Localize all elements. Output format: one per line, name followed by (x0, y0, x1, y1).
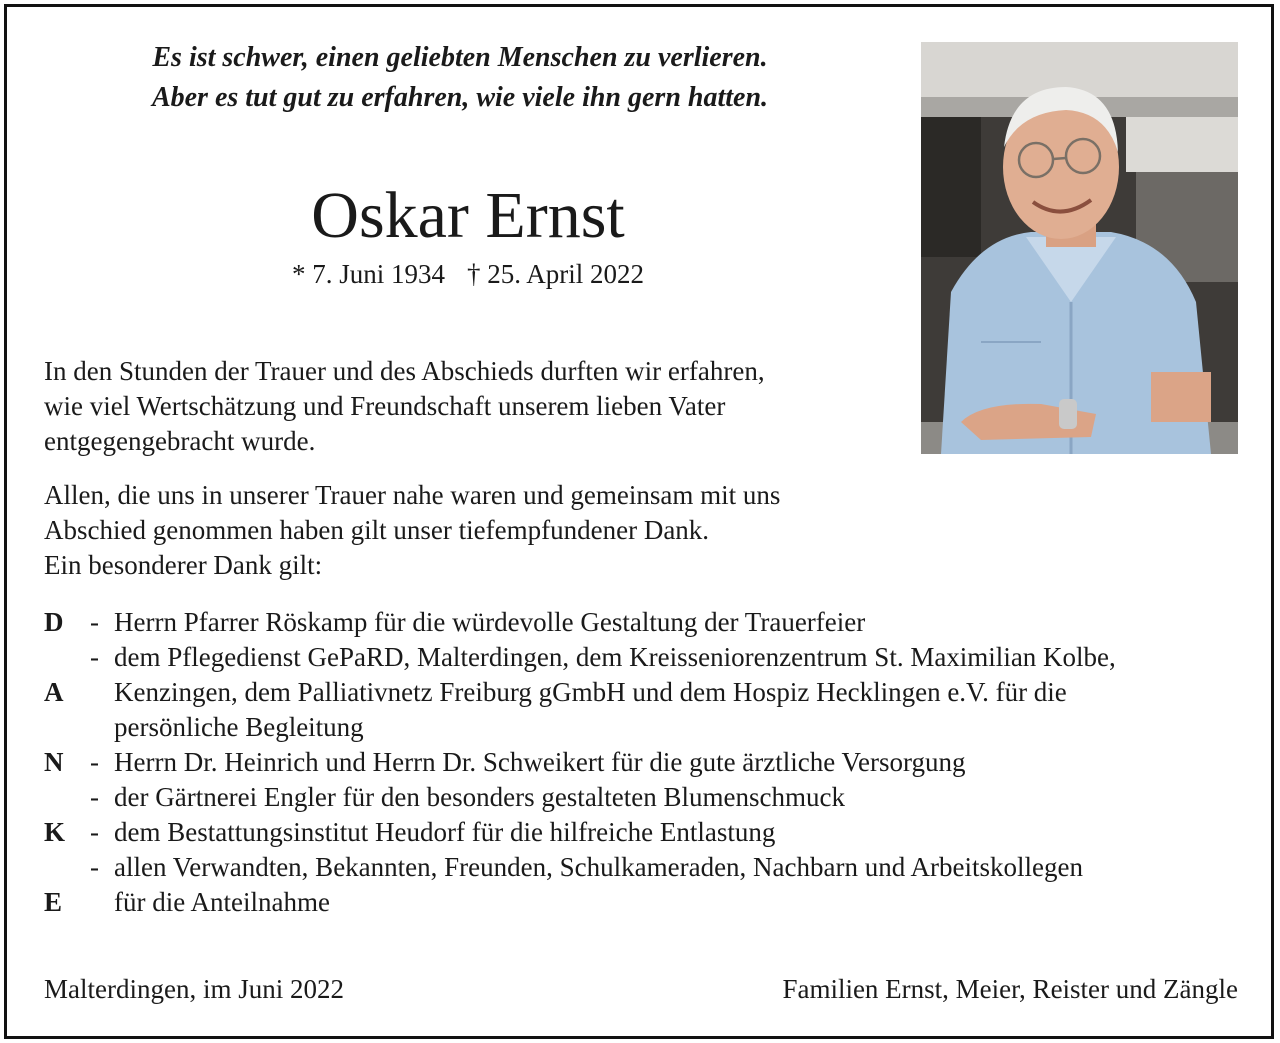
row-text: allen Verwandten, Bekannten, Freunden, Schulkameraden, Nachbarn und Arbeitskollegen (114, 852, 1083, 882)
acrostic-letter: N (44, 747, 64, 777)
row-dash: - (90, 782, 99, 812)
memorial-quote (40, 38, 880, 118)
row-dash: - (90, 747, 99, 777)
thanks-line-3: Ein besonderer Dank gilt: (44, 550, 323, 580)
thanks-row (44, 885, 1254, 920)
thanks-line-1: Allen, die uns in unserer Trauer nahe waren und gemeinsam mit uns (44, 480, 781, 510)
intro-line-2: wie viel Wertschätzung und Freundschaft unserem lieben Vater (44, 391, 726, 421)
row-text: dem Bestattungsinstitut Heudorf für die hilfreiche Entlastung (114, 817, 776, 847)
thanks-row (44, 605, 1254, 640)
life-dates (40, 256, 896, 292)
acrostic-letter: K (44, 817, 66, 847)
portrait-illustration (921, 42, 1238, 454)
thanks-line-2: Abschied genommen haben gilt unser tiefempfundener Dank. (44, 515, 710, 545)
row-dash: - (90, 642, 99, 672)
acrostic-letter: E (44, 887, 63, 917)
death-date: † 25. April 2022 (467, 259, 645, 289)
quote-line-1: Es ist schwer, einen geliebten Menschen zu verlieren. (152, 42, 768, 73)
place-date: Malterdingen, im Juni 2022 (44, 974, 344, 1004)
acrostic-letter: D (44, 607, 64, 637)
row-text: dem Pflegedienst GePaRD, Malterdingen, dem Kreisseniorenzentrum St. Maximilian Kolbe, (114, 642, 1116, 672)
row-dash: - (90, 607, 99, 637)
intro-paragraph (44, 354, 894, 459)
thanks-paragraph (44, 478, 904, 583)
family-signature: Familien Ernst, Meier, Reister und Zängle (782, 974, 1238, 1004)
acrostic-letter: A (44, 677, 64, 707)
thanks-row (44, 710, 1254, 745)
intro-line-1: In den Stunden der Trauer und des Abschieds durften wir erfahren, (44, 356, 765, 386)
row-dash: - (90, 817, 99, 847)
thanks-list (44, 605, 1254, 920)
portrait-photo (921, 42, 1238, 454)
thanks-row (44, 815, 1254, 850)
row-text: Kenzingen, dem Palliativnetz Freiburg gGmbH und dem Hospiz Hecklingen e.V. für die (114, 677, 1067, 707)
birth-date: * 7. Juni 1934 (291, 259, 445, 289)
row-text: für die Anteilnahme (114, 887, 330, 917)
deceased-name: Oskar Ernst (311, 179, 625, 252)
row-dash: - (90, 852, 99, 882)
row-text: Herrn Pfarrer Röskamp für die würdevolle Gestaltung der Trauerfeier (114, 607, 866, 637)
quote-line-2: Aber es tut gut zu erfahren, wie viele ihn gern hatten. (151, 82, 769, 113)
row-text: persönliche Begleitung (114, 712, 364, 742)
intro-line-3: entgegengebracht wurde. (44, 426, 316, 456)
thanks-row (44, 745, 1254, 780)
thanks-row (44, 640, 1254, 675)
thanks-row (44, 675, 1254, 710)
row-text: der Gärtnerei Engler für den besonders gestalteten Blumenschmuck (114, 782, 845, 812)
row-text: Herrn Dr. Heinrich und Herrn Dr. Schweikert für die gute ärztliche Versorgung (114, 747, 966, 777)
thanks-row (44, 850, 1254, 885)
thanks-row (44, 780, 1254, 815)
